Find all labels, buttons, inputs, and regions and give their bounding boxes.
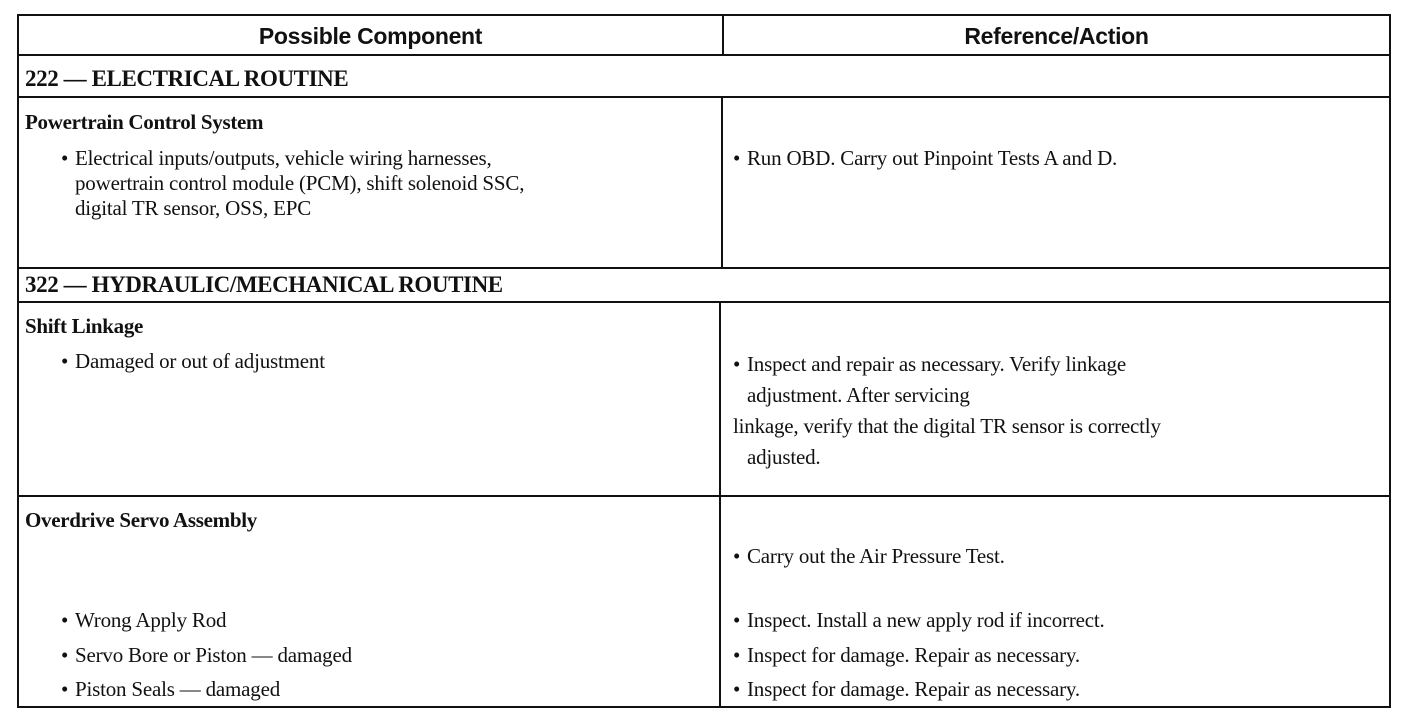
list-item-damaged-or-out-of-adjustment: • Damaged or out of adjustment (61, 349, 325, 373)
section-322-rule (19, 301, 1389, 303)
diagnosis-table (17, 14, 1391, 708)
bullet-icon: • (61, 349, 69, 373)
component-shift-linkage: Shift Linkage (25, 314, 144, 338)
bullet-icon: • (61, 677, 69, 701)
bullet-icon: • (733, 677, 741, 701)
column-divider-electrical (721, 96, 723, 268)
column-divider-hydraulic (719, 301, 721, 706)
action-air-pressure-test: • Carry out the Air Pressure Test. (733, 544, 1005, 568)
list-item-servo-bore-or-piston: • Servo Bore or Piston — damaged (61, 643, 352, 667)
list-item-wrong-apply-rod: • Wrong Apply Rod (61, 608, 227, 632)
component-powertrain-control-system: Powertrain Control System (25, 110, 264, 134)
component-overdrive-servo-assembly: Overdrive Servo Assembly (25, 508, 257, 532)
list-item-electrical-inputs: • Electrical inputs/outputs, vehicle wiring harnesses, powertrain control module (PCM), shift solenoid SSC, digital TR sensor, OSS, EPC (61, 146, 525, 220)
bullet-icon: • (733, 544, 741, 568)
bullet-icon: • (733, 146, 741, 170)
section-322-top-rule (19, 267, 1389, 269)
header-reference-action: Reference/Action (964, 22, 1149, 49)
action-run-obd: • Run OBD. Carry out Pinpoint Tests A and D. (733, 146, 1118, 170)
bullet-icon: • (733, 643, 741, 667)
bullet-icon: • (61, 643, 69, 667)
action-inspect-piston-seals: • Inspect for damage. Repair as necessary. (733, 677, 1080, 701)
section-title-hydraulic-mechanical: 322 — HYDRAULIC/MECHANICAL ROUTINE (25, 272, 503, 297)
bullet-icon: • (733, 608, 741, 632)
bullet-icon: • (61, 146, 69, 170)
list-item-piston-seals: • Piston Seals — damaged (61, 677, 280, 701)
action-install-new-apply-rod: • Inspect. Install a new apply rod if incorrect. (733, 608, 1105, 632)
header-possible-component: Possible Component (258, 22, 483, 49)
action-inspect-servo-bore: • Inspect for damage. Repair as necessary. (733, 643, 1080, 667)
section-title-electrical: 222 — ELECTRICAL ROUTINE (25, 66, 349, 91)
bullet-icon: • (733, 352, 741, 376)
shift-linkage-bottom-rule (19, 495, 1389, 497)
bullet-icon: • (61, 608, 69, 632)
section-222-rule (19, 96, 1389, 98)
action-inspect-linkage: • Inspect and repair as necessary. Verify linkage adjustment. After servicing linkage, verify that the digital TR sensor is correctly adjusted. (733, 349, 1161, 473)
